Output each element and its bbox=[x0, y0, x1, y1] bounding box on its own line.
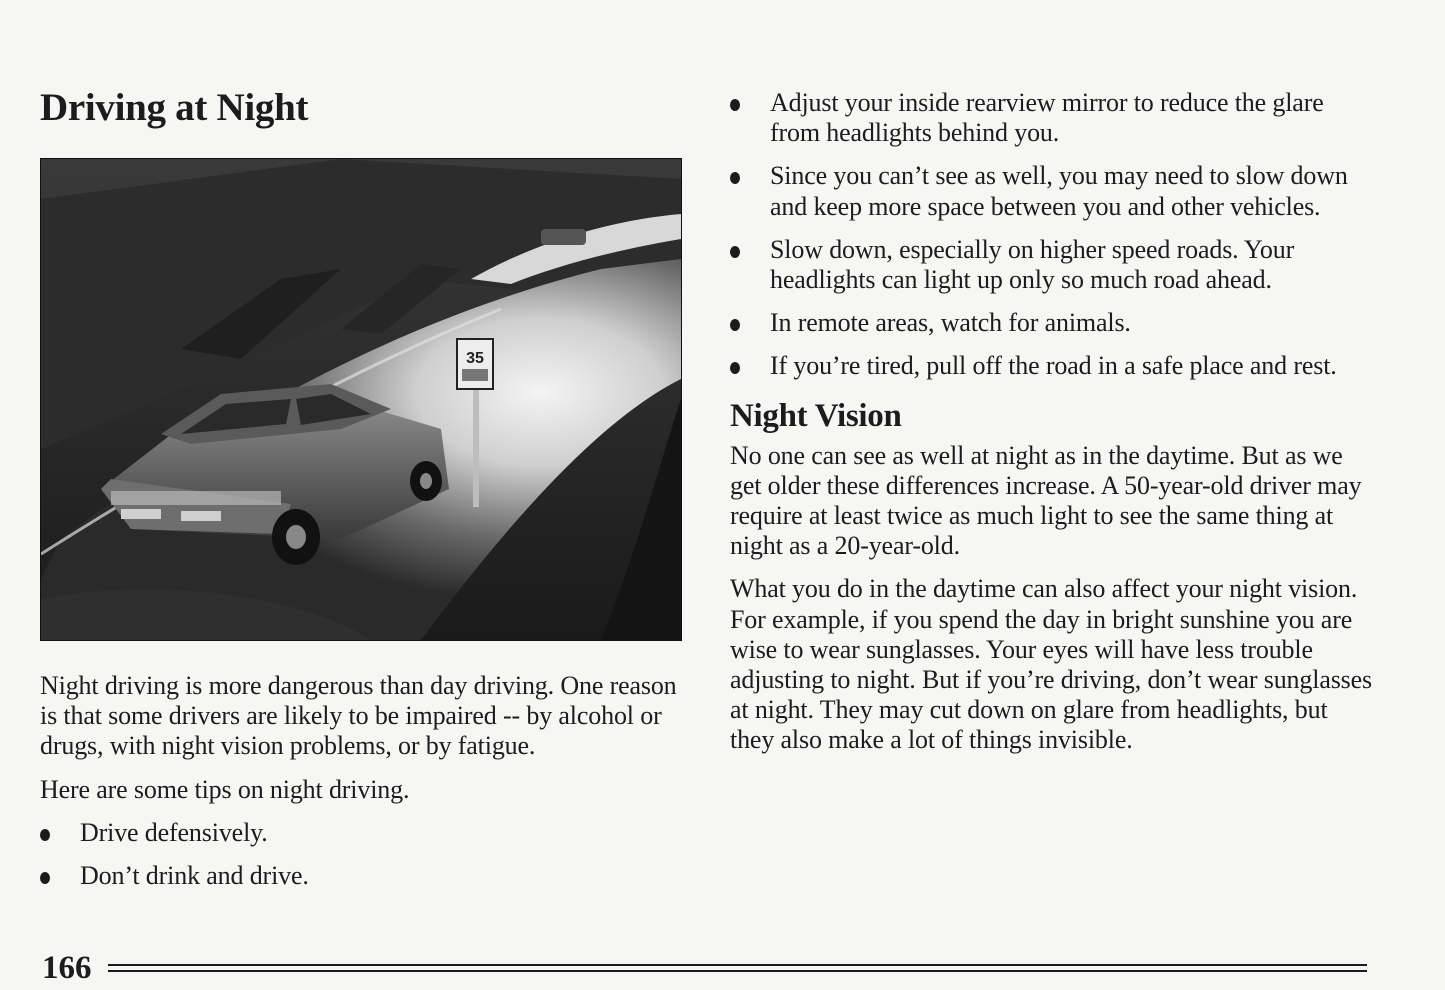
intro-paragraph: Night driving is more dangerous than day driving. One reason is that some drivers are likely to be impaired -- by alcohol or drugs, with night vision problems, or by fatigue. bbox=[40, 671, 677, 761]
bullet-icon bbox=[730, 319, 740, 331]
left-column bbox=[40, 84, 682, 904]
list-item bbox=[40, 818, 682, 848]
page-number: 166 bbox=[42, 950, 92, 986]
list-item-text: Slow down, especially on higher speed roads. Your headlights can light up only so much road ahead. bbox=[770, 234, 1295, 295]
bullet-icon bbox=[40, 872, 50, 884]
list-item-text: Don’t drink and drive. bbox=[80, 861, 309, 891]
footer-rule bbox=[108, 964, 1367, 972]
night-driving-illustration bbox=[40, 158, 682, 641]
bullet-icon bbox=[40, 829, 50, 841]
bullet-icon bbox=[730, 246, 740, 258]
section-title: Night Vision bbox=[730, 397, 902, 434]
list-item bbox=[730, 351, 1375, 381]
page-footer bbox=[42, 948, 1367, 988]
list-item-text: In remote areas, watch for animals. bbox=[770, 308, 1131, 338]
daytime-paragraph: What you do in the daytime can also affect your night vision. For example, if you spend the day in bright sunshine you are wise to wear sunglasses. Your eyes will have less trouble adjusting to night. But if you’re driving, don’t wear sunglasses at night. They may cut down on glare from headlights, but they also make a lot of things invisible. bbox=[730, 574, 1373, 755]
tips-intro: Here are some tips on night driving. bbox=[40, 774, 410, 804]
list-item-text: Adjust your inside rearview mirror to reduce the glare from headlights behind you. bbox=[770, 88, 1324, 148]
list-item-text: Since you can’t see as well, you may need to slow down and keep more space between you and other vehicles. bbox=[770, 161, 1348, 221]
right-tip-list bbox=[730, 88, 1375, 382]
speed-sign-number: 35 bbox=[466, 350, 484, 367]
list-item-text: Drive defensively. bbox=[80, 817, 268, 847]
list-item bbox=[730, 308, 1375, 338]
left-tip-list bbox=[40, 818, 682, 891]
list-item bbox=[730, 161, 1375, 221]
page-title: Driving at Night bbox=[40, 86, 309, 129]
night-vision-paragraph: No one can see as well at night as in the daytime. But as we get older these differences increase. A 50-year-old driver may require at least twice as much light to see the same thing at night as a 20-year-old. bbox=[730, 440, 1362, 561]
list-item bbox=[730, 235, 1375, 295]
bullet-icon bbox=[730, 172, 740, 184]
right-column bbox=[730, 88, 1375, 769]
list-item bbox=[730, 88, 1375, 148]
list-item bbox=[40, 861, 682, 891]
list-item-text: If you’re tired, pull off the road in a safe place and rest. bbox=[770, 351, 1337, 381]
bullet-icon bbox=[730, 362, 740, 374]
bullet-icon bbox=[730, 99, 740, 111]
